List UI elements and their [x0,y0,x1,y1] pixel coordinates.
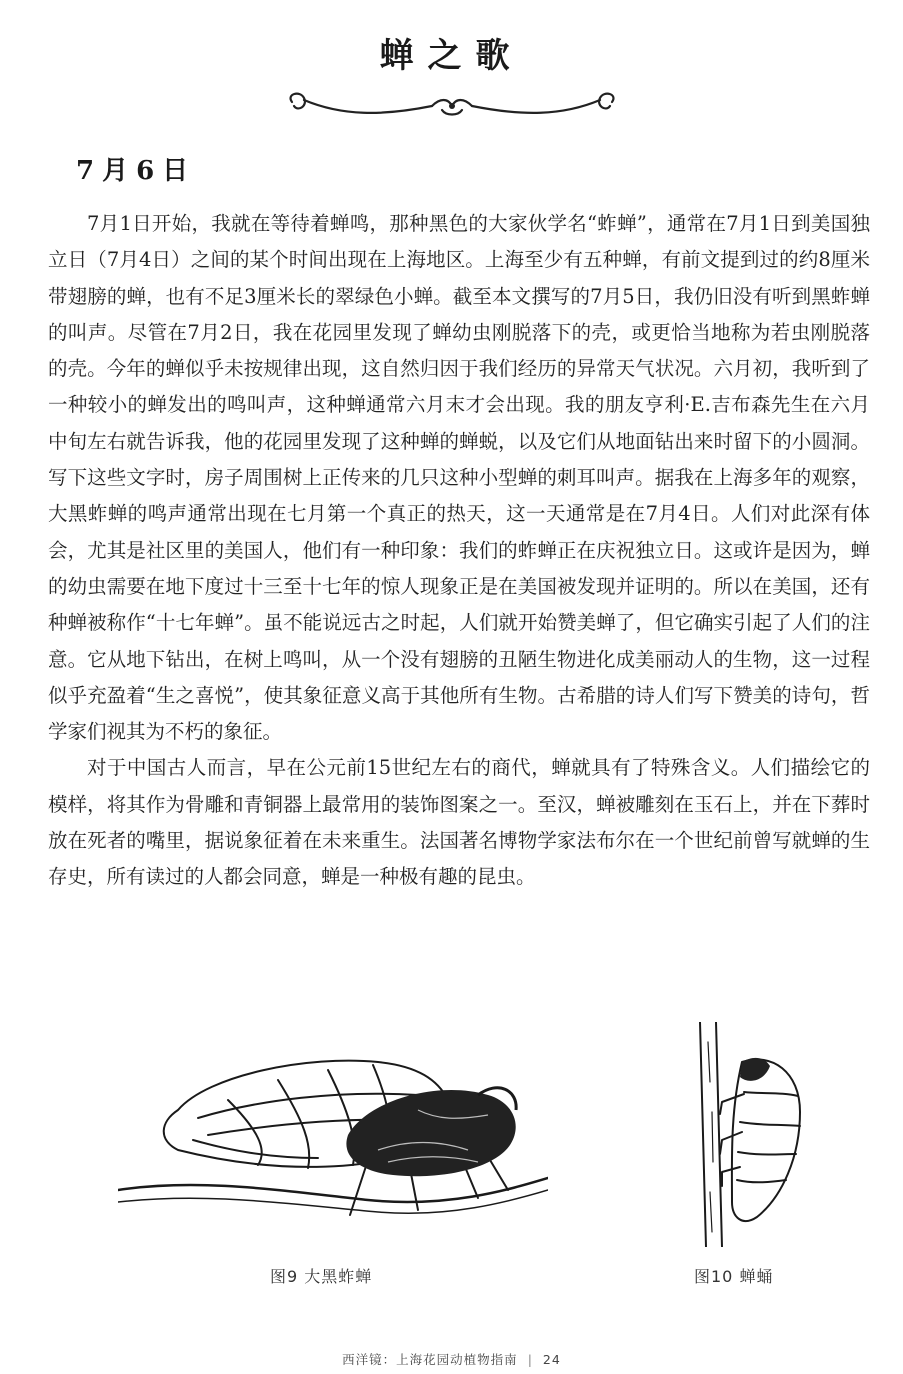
page-number: 24 [542,1352,561,1367]
cicada-nymph-illustration-icon [682,1022,812,1247]
figure-caption: 图9 大黑蚱蝉 [270,1267,373,1286]
page-footer [0,1350,903,1368]
footer-separator: | [527,1352,533,1367]
article-body [48,206,870,896]
date-heading: 7月6日 [76,156,197,186]
paragraph: 对于中国古人而言，早在公元前15世纪左右的商代，蝉就具有了特殊含义。人们描绘它的模样，将其作为骨雕和青铜器上最常用的装饰图案之一。至汉，蝉被雕刻在玉石上，并在下葬时放在死者的嘴里，据说象征着在未来重生。法国著名博物学家法布尔在一个世纪前曾写就蝉的生存史，所有读过的人都会同意，蝉是一种极有趣的昆虫。 [48,756,870,889]
figure-caption: 图10 蝉蛹 [694,1267,774,1286]
figure-cicada [118,1040,548,1245]
page-title: 蝉之歌 [379,36,524,76]
paragraph: 7月1日开始，我就在等待着蝉鸣，那种黑色的大家伙学名“蚱蝉”，通常在7月1日到美国独立日（7月4日）之间的某个时间出现在上海地区。上海至少有五种蝉，有前文提到过的约8厘米带翅膀的蝉，也有不足3厘米长的翠绿色小蝉。截至本文撰写的7月5日，我仍旧没有听到黑蚱蝉的叫声。尽管在7月2日，我在花园里发现了蝉幼虫刚脱落下的壳，或更恰当地称为若虫刚脱落的壳。今年的蝉似乎未按规律出现，这自然归因于我们经历的异常天气状况。六月初，我听到了一种较小的蝉发出的鸣叫声，这种蝉通常六月末才会出现。我的朋友亨利·E.吉布森先生在六月中旬左右就告诉我，他的花园里发现了这种蝉的蝉蜕，以及它们从地面钻出来时留下的小圆洞。写下这些文字时，房子周围树上正传来的几只这种小型蝉的刺耳叫声。据我在上海多年的观察，大黑蚱蝉的鸣声通常出现在七月第一个真正的热天，这一天通常是在7月4日。人们对此深有体会，尤其是社区里的美国人，他们有一种印象：我们的蚱蝉正在庆祝独立日。这或许是因为，蝉的幼虫需要在地下度过十三至十七年的惊人现象正是在美国被发现并证明的。所以在美国，还有种蝉被称作“十七年蝉”。虽不能说远古之时起，人们就开始赞美蝉了，但它确实引起了人们的注意。它从地下钻出，在树上鸣叫，从一个没有翅膀的丑陋生物进化成美丽动人的生物，这一过程似乎充盈着“生之喜悦”，使其象征意义高于其他所有生物。古希腊的诗人们写下赞美的诗句，哲学家们视其为不朽的象征。 [48,212,870,744]
cicada-illustration-icon [118,1040,548,1245]
figure-nymph [682,1022,812,1247]
footer-book-title: 西洋镜：上海花园动植物指南 [342,1352,518,1367]
flourish-divider-icon [282,86,622,126]
